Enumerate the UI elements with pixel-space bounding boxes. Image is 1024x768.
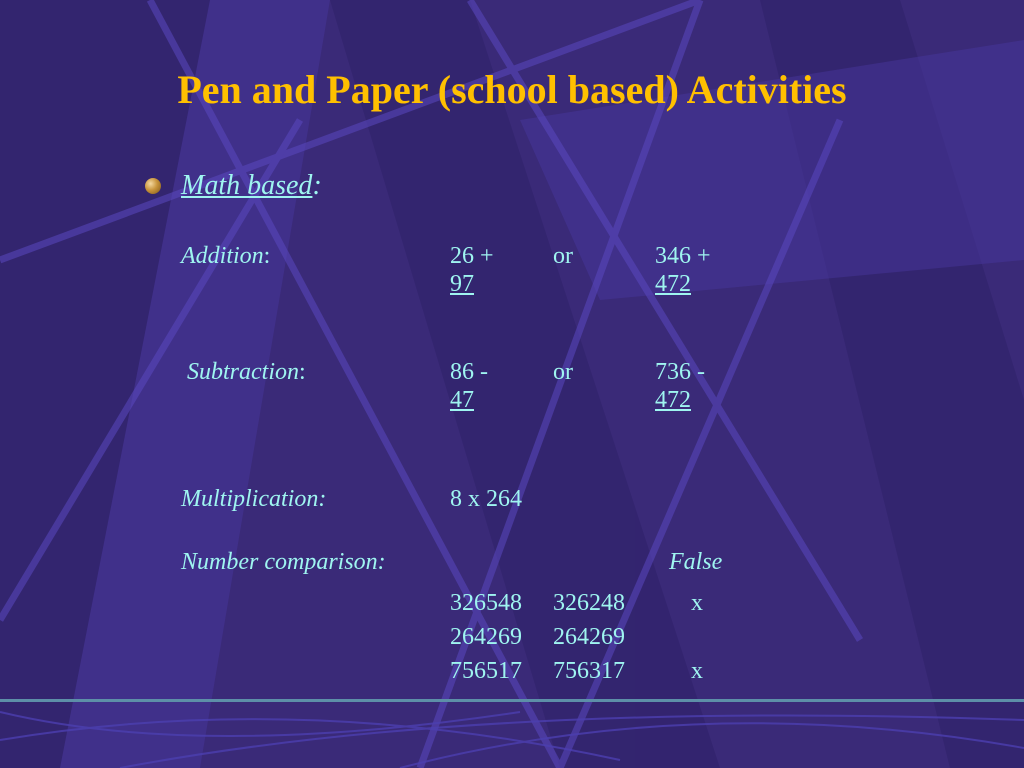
addition-operand-1: 26 + — [450, 243, 494, 269]
heading-colon: : — [312, 170, 322, 201]
multiplication-expression: 8 x 264 — [450, 486, 522, 512]
math-based-link[interactable]: Math based — [181, 170, 313, 201]
subtraction-label: Subtraction: — [187, 359, 306, 385]
slide-title: Pen and Paper (school based) Activities — [177, 67, 847, 112]
footer-divider — [0, 699, 1024, 702]
comparison-row-2-right: 264269 — [553, 624, 625, 650]
addition-operand-1b: 97 — [450, 271, 474, 297]
comparison-false-header: False — [669, 549, 723, 575]
subtraction-operand-2b: 472 — [655, 387, 691, 413]
addition-operand-2b: 472 — [655, 271, 691, 297]
comparison-row-3-mark: x — [691, 658, 703, 684]
comparison-label: Number comparison: — [181, 549, 386, 575]
subtraction-operand-1b: 47 — [450, 387, 474, 413]
addition-operand-2: 346 + — [655, 243, 711, 269]
comparison-row-3-right: 756317 — [553, 658, 625, 684]
comparison-row-1-left: 326548 — [450, 590, 522, 616]
bullet-heading — [181, 170, 322, 202]
bullet-icon — [145, 178, 161, 194]
addition-label: Addition: — [181, 243, 271, 269]
comparison-row-1-right: 326248 — [553, 590, 625, 616]
subtraction-or: or — [553, 359, 573, 385]
subtraction-operand-2: 736 - — [655, 359, 705, 385]
comparison-row-2-left: 264269 — [450, 624, 522, 650]
comparison-row-1-mark: x — [691, 590, 703, 616]
subtraction-operand-1: 86 - — [450, 359, 488, 385]
addition-or: or — [553, 243, 573, 269]
comparison-row-3-left: 756517 — [450, 658, 522, 684]
multiplication-label: Multiplication: — [181, 486, 327, 512]
